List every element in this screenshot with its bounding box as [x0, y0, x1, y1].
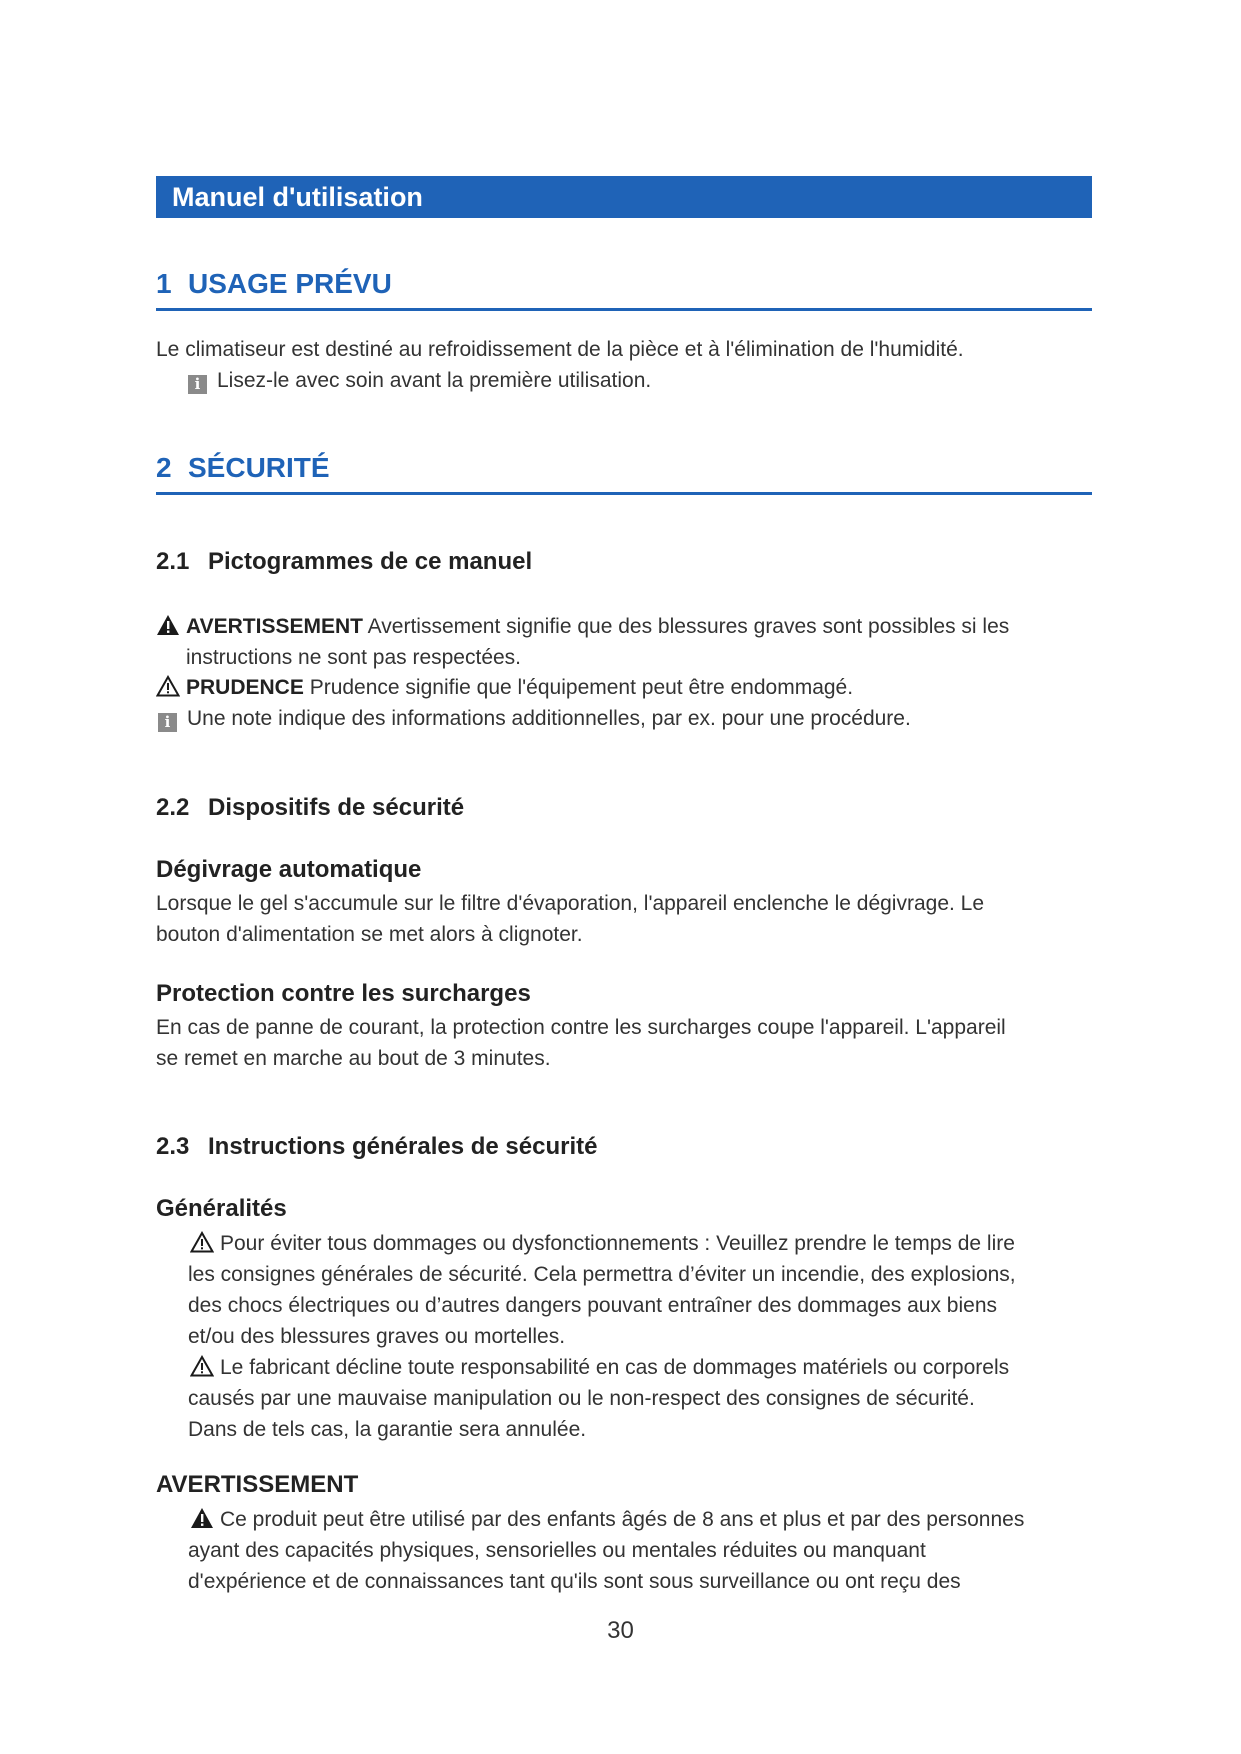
- info-icon: i: [188, 375, 207, 394]
- subsection-number: 2.1: [156, 548, 190, 575]
- generalites-line: les consignes générales de sécurité. Cela permettra d’éviter un incendie, des explosions,: [188, 1263, 1016, 1286]
- manual-title-banner: [156, 176, 1092, 218]
- subsection-title: Pictogrammes de ce manuel: [208, 548, 533, 575]
- page-number: 30: [607, 1617, 634, 1644]
- picto-warning-row: [156, 611, 1009, 642]
- subsection-heading-dispositifs: [156, 794, 464, 822]
- subsection-heading-pictos: [156, 548, 532, 576]
- info-icon: i: [158, 713, 177, 732]
- warning-solid-icon: [156, 614, 180, 636]
- generalites-line: des chocs électriques ou d’autres dangers pouvant entraîner des dommages aux biens: [188, 1294, 997, 1317]
- warning-text-2: instructions ne sont pas respectées.: [186, 646, 522, 669]
- section-number: 2: [156, 452, 172, 483]
- generalites-line: causés par une mauvaise manipulation ou le non-respect des consignes de sécurité.: [188, 1387, 975, 1410]
- surcharge-text: [156, 1012, 1006, 1074]
- section-title: SÉCURITÉ: [188, 452, 330, 483]
- warning-solid-icon: [190, 1507, 214, 1529]
- section-title: USAGE PRÉVU: [188, 268, 392, 299]
- caution-label: PRUDENCE: [186, 676, 304, 699]
- caution-text: Prudence signifie que l'équipement peut être endommagé.: [309, 676, 854, 699]
- degivrage-text: [156, 888, 984, 950]
- picto-caution-row: [156, 672, 853, 703]
- subsection-number: 2.2: [156, 794, 190, 821]
- picto-note-row: [158, 703, 911, 734]
- section-number: 1: [156, 268, 172, 299]
- avertissement-line: Ce produit peut être utilisé par des enfants âgés de 8 ans et plus et par des personnes: [220, 1508, 1025, 1531]
- subsection-number: 2.3: [156, 1133, 190, 1160]
- degivrage-line: Lorsque le gel s'accumule sur le filtre d'évaporation, l'appareil enclenche le dégivrage. Le: [156, 892, 985, 915]
- avertissement-line: d'expérience et de connaissances tant qu'ils sont sous surveillance ou ont reçu des: [188, 1570, 961, 1593]
- generalites-line: Le fabricant décline toute responsabilité en cas de dommages matériels ou corporels: [220, 1356, 1010, 1379]
- caution-outline-icon: [156, 675, 180, 697]
- generalites-item-1: [188, 1228, 1016, 1352]
- generalites-line: Dans de tels cas, la garantie sera annulée.: [188, 1418, 587, 1441]
- warning-text-1: Avertissement signifie que des blessures graves sont possibles si les: [367, 615, 1010, 638]
- generalites-line: Pour éviter tous dommages ou dysfonctionnements : Veuillez prendre le temps de lire: [220, 1232, 1015, 1255]
- usage-text: Le climatiseur est destiné au refroidissement de la pièce et à l'élimination de l'humidité.: [156, 338, 964, 361]
- avertissement-item: [188, 1504, 1024, 1597]
- avertissement-heading: AVERTISSEMENT: [156, 1471, 359, 1498]
- surcharge-line: se remet en marche au bout de 3 minutes.: [156, 1047, 551, 1070]
- caution-outline-icon: [190, 1231, 214, 1253]
- caution-outline-icon: [190, 1355, 214, 1377]
- avertissement-line: ayant des capacités physiques, sensorielles ou mentales réduites ou manquant: [188, 1539, 926, 1562]
- subsection-title: Dispositifs de sécurité: [208, 794, 465, 821]
- surcharge-heading: Protection contre les surcharges: [156, 980, 531, 1007]
- usage-note-text: Lisez-le avec soin avant la première utilisation.: [217, 369, 652, 392]
- generalites-heading: Généralités: [156, 1195, 287, 1222]
- subsection-title: Instructions générales de sécurité: [208, 1133, 598, 1160]
- section-heading-usage: [156, 268, 1092, 311]
- generalites-item-2: [188, 1352, 1009, 1445]
- note-text: Une note indique des informations additionnelles, par ex. pour une procédure.: [187, 707, 911, 730]
- degivrage-heading: Dégivrage automatique: [156, 856, 422, 883]
- usage-note: [188, 365, 651, 396]
- generalites-line: et/ou des blessures graves ou mortelles.: [188, 1325, 566, 1348]
- surcharge-line: En cas de panne de courant, la protection contre les surcharges coupe l'appareil. L'appareil: [156, 1016, 1006, 1039]
- warning-label: AVERTISSEMENT: [186, 615, 363, 638]
- subsection-heading-instructions: [156, 1133, 597, 1161]
- degivrage-line: bouton d'alimentation se met alors à clignoter.: [156, 923, 583, 946]
- banner-title: Manuel d'utilisation: [172, 182, 423, 212]
- section-heading-securite: [156, 452, 1092, 495]
